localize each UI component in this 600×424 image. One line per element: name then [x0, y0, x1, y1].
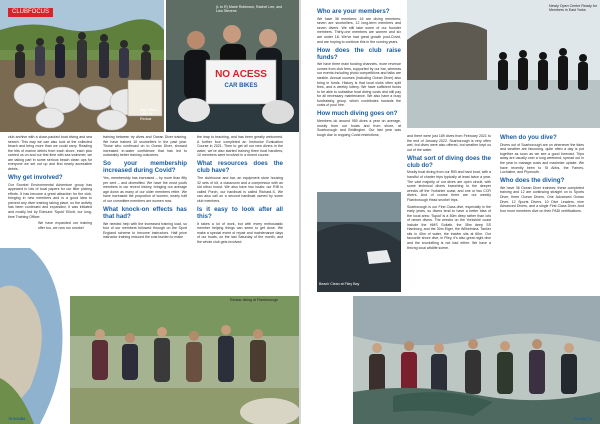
left-col1-intro: club archive with a close-packed boat diving and sea search. This way we can also look at the collected beach and bring more than we could carry. Reading the bits of marine debris from each shore, each pick carried us on and our first time with sea swimmer, we are taking part in some serious beach clean ups for everyone we set out up and find nearly accessible debris.: [8, 135, 92, 171]
heading-how-much-diving: How much diving goes on?: [317, 110, 398, 118]
heading-who-does-diving: Who does the diving?: [500, 177, 565, 185]
caption-saltburn: Beach Clean at Filey Bay: [319, 282, 360, 286]
right-column-2: [407, 134, 491, 252]
photo-divers-sign: [166, 0, 299, 132]
right-col2-p1: and there were just 189 dives from February 2021 to the end of January 2022. Scarborough is very often wet, but dives were also offered, but weather kept us out of the water.: [407, 134, 491, 152]
left-col1-p2: We have expanded our training offer too, we now run snorkel: [38, 221, 92, 230]
photo-filey-bay: [317, 192, 401, 292]
right-page: [301, 0, 600, 424]
left-col2-p1: training between try dives and Ocean Diver training. We have trained 10 snorkellers in the past year. Those who continued on to Ocean Diver, showed increased in-water confidence that has led to noticeably better training outcomes.: [103, 135, 187, 158]
left-col3-p3: It takes a lot of work, but with every enthusiastic member helping things can seem to get done. We make a special event of repair and maintenance days of our boats, on the last Saturday of the month, and the whole club gets involved.: [197, 221, 283, 244]
cliffs-illustration: [0, 248, 70, 424]
left-column-1: [8, 135, 92, 233]
right-col1-p3: Members do around 950 dives a year on average, mostly from our boats and from shore, at Scarborough and Bridlington. Our last year was tough due to ongoing Covid restrictions,: [317, 119, 401, 137]
left-column-2: [103, 135, 187, 242]
caption-flamborough: Redcar diving at Flamborough: [230, 298, 279, 302]
left-folio: 78 SCUBA: [8, 417, 26, 421]
flamborough-illustration: [70, 296, 299, 424]
right-col1-p2: We have three main funding channels, more revenue comes from club fees, supported by our bar, whereas our events including photo competitions and talks are sizable. Annual courses (including Ocean Diver) also bring in funds. History is that local clubs often split fees, and a weekly lottery. We have sufficient funds to be able to subsidise boat diving costs and still pay for all necessary maintenance. We also have a busy fundraising group, which contributes towards the costs of pool hire.: [317, 62, 401, 108]
sign-text: [206, 60, 276, 104]
right-col3-p1: Divers out of Scarborough are on whenever the tides and weather are favouring, quite often a day is put together as soon as we see a good forecast. Trips away are usually over a long weekend, spread out in the year to manage costs and maximise uptake. We have recently been to St Abbs, the Farnes, Lochaline, and Plymouth.: [500, 142, 584, 175]
right-col2-p3: Scarborough is our First Class dive, especially in the early years, so divers tend to have a better idea of the local area. 'Squid' is a 50m deep rather than lots of newer divers. The wrecks on the Yorkshire coast include the HMS Goliath, the 35m deep SS Hamborg, and the 30m Eiger, the Wilhelmina. Tanker sits in 40m of water, the trawler sits at 60m. Our favourite shore dive; in Filey, it's also great night dive and the snorkelling is not bad either. We have a thrivng local wildlife scene.: [407, 204, 491, 250]
left-page: [0, 0, 299, 424]
filey-bay-illustration: [317, 192, 401, 292]
beach-clean-illustration: [353, 296, 600, 424]
left-col2-p2: Yes, membership has increased – by more than fifty per cent – and diversified. We have the most youth members in our recent history, bringing our average age down as many of our older members retire. We have increased the proportion of women, nearly half of our committee members are women now.: [103, 176, 187, 203]
photo-beach-clean-group: [353, 296, 600, 424]
heading-when-dive: When do you dive?: [500, 134, 557, 141]
heading-membership-covid: So your membership increased during Covid?: [103, 160, 187, 175]
left-col3-p1: the leap to teaching, and has been greatly welcomed. A further four completed an Instructor Evaluation Course in 2021. Then to get all our new divers in the water, we've also started training three boat handlers; 10 members were involved in a recent course.: [197, 135, 283, 158]
right-column-3: [500, 134, 584, 216]
club-label: CLUB: [12, 9, 29, 15]
right-col1-p1: We have 36 members: 16 are diving members; seven are snorkellers, 12 long-term members and seven divers. We still take some of our founder members. Thirty-one members are women and six are under 18. We've had great growth post-Covid, and are hoping to continue this in the coming years.: [317, 16, 401, 44]
left-column-3: [197, 135, 283, 247]
left-col1-p1: Our Snorkel Environmental Adventure group has appeared in lots of local papers for our litter picking efforts. It has become a great attraction for the club, bringing in new members and is a good idea to prevent any diver training taking place, so the activity has been continued and expanded; it was initiated and mostly led by Edmund 'Squid' Elliott, our long-time Training Officer.: [8, 182, 92, 219]
caption-top-right: (L to R) Marie Robinson, Rachel Lee, and Lisa Stevens: [216, 5, 283, 14]
left-col3-p2: The clubhouse and bar, an equipment store housing 32 sets of kit, a classroom and a compressor with an old nitrox boost. We also have two boats: our RIB is called Porch, our hardboat is called Richard-S. We can also call on a second hardboat owned by some club members.: [197, 176, 283, 203]
heading-why-get-involved: Why get involved?: [8, 173, 63, 181]
caption-farne: Newly Open Centre Ready for Members in East Yorks: [549, 4, 597, 13]
photo-cliffs-rounded: [0, 248, 70, 424]
right-column-1: [317, 8, 401, 140]
right-col3-p2: We have 36 Ocean Diver trainees; these completed training and 12 are continuing straight on to Sports Diver, three Ocean Divers, One Advanced Ocean Diver, 12 Sports Divers, 10 Dive Leaders, nine Advanced Divers, and a single First Class Diver. And four more members dive on their PADI certifications.: [500, 185, 584, 213]
divers-shore-illustration: [407, 0, 600, 128]
heading-resources: What resources does the club have?: [197, 160, 283, 175]
photo-flamborough-group: [70, 296, 299, 424]
right-col2-p2: Mostly boat diving from our RIB and hard boat, with a handful of charter trips typically at least twice a year. The vast majority of our dives are open circuit, with some technical divers branching to the deeper wrecks off the Yorkshire coast, and one or two CCR divers. And of course there are our weekly Flamborough Head snorkel trips.: [407, 170, 491, 202]
focus-label: FOCUS: [28, 9, 50, 15]
heading-raise-funds: How does the club raise funds?: [317, 46, 401, 61]
right-folio: SCUBA 79: [574, 417, 592, 421]
photo-divers-shore: [407, 0, 600, 128]
heading-knock-on-effects: What knock-on effects has that had?: [103, 205, 187, 220]
left-col2-p3: We needed help with the increased training load, so four of our members followed through on the Sport England scheme to become instructors. Half price instructor training reduced the cost burden to make: [103, 221, 187, 240]
caption-big-catch: Big Catch – Litter in Redcar: [140, 108, 159, 121]
club-focus-badge: [8, 8, 53, 17]
heading-who-members: Who are your members?: [317, 8, 390, 15]
heading-look-after: Is it easy to look after all this?: [197, 205, 283, 220]
heading-sort-of-diving: What sort of diving does the club do?: [407, 154, 491, 169]
sign-line-2: CAR BIKES: [224, 83, 258, 89]
sign-line-1: NO ACESS: [215, 69, 267, 80]
